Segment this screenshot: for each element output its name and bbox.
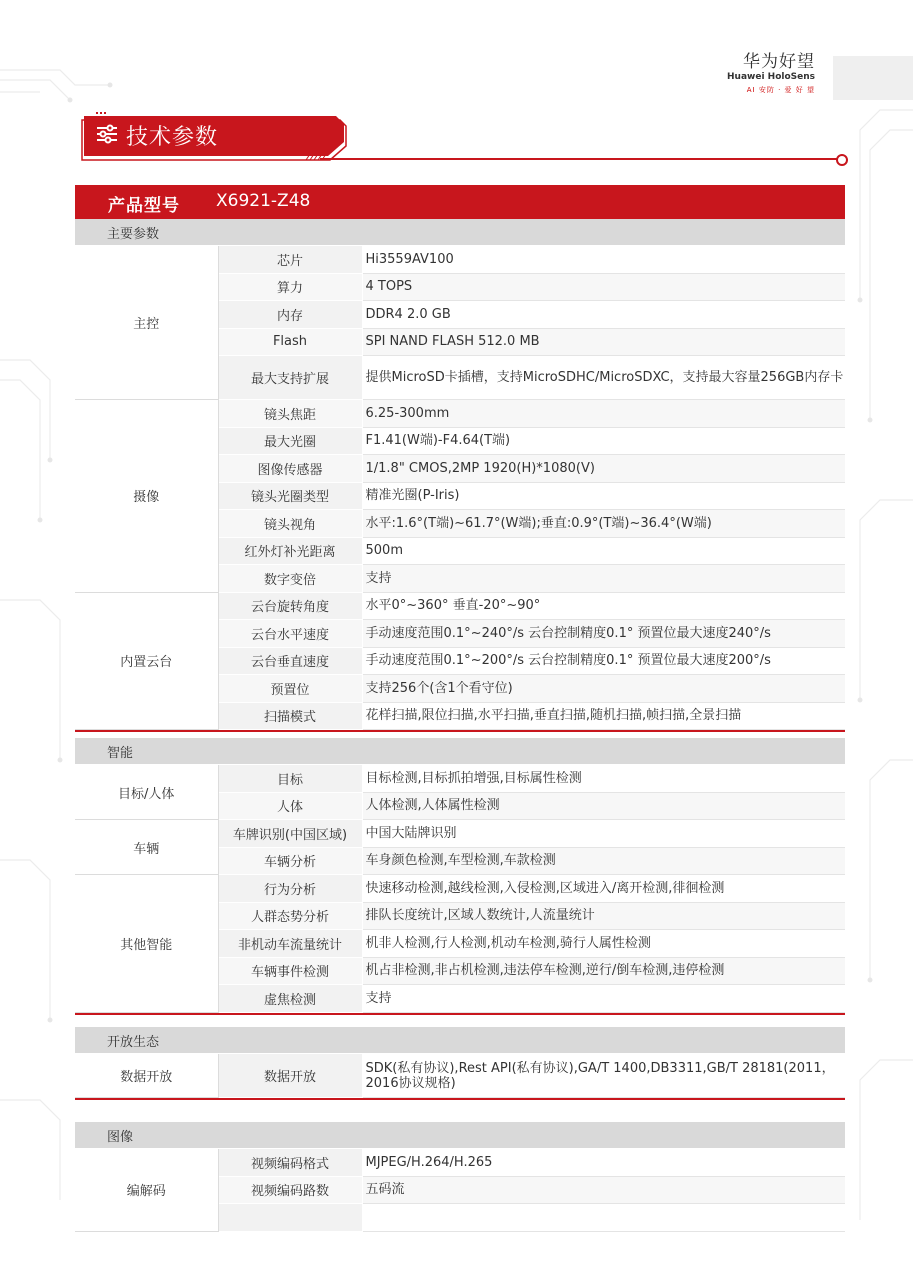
group-label: 编解码 [75,1149,218,1232]
table-row [75,765,845,793]
spec-value: MJPEG/H.264/H.265 [362,1149,845,1177]
group-label: 车辆 [75,820,218,875]
spec-label: 云台垂直速度 [218,647,362,675]
spec-label: 人群态势分析 [218,902,362,930]
spec-value: 支持 [362,985,845,1013]
spec-label: Flash [218,328,362,356]
category-header: 智能 [75,738,845,765]
spec-label: 云台水平速度 [218,620,362,648]
spec-value: 500m [362,537,845,565]
spec-label: 目标 [218,765,362,793]
table-row [75,1149,845,1177]
spec-label: 预置位 [218,675,362,703]
group-label: 目标/人体 [75,765,218,820]
spec-table [75,219,845,730]
product-model: X6921-Z48 [216,191,311,211]
spec-label: 最大光圈 [218,427,362,455]
spec-label: 车辆分析 [218,847,362,875]
spec-value: 五码流 [362,1176,845,1204]
spec-value: 机非人检测,行人检测,机动车检测,骑行人属性检测 [362,930,845,958]
group-label: 内置云台 [75,592,218,730]
spec-label: 非机动车流量统计 [218,930,362,958]
spec-value: 人体检测,人体属性检测 [362,792,845,820]
spec-label: 图像传感器 [218,455,362,483]
settings-sliders-icon [96,124,118,144]
spec-label: 最大支持扩展 [218,356,362,400]
table-row [75,875,845,903]
brand-tagline: AI 安防 · 爱 好 望 [746,86,815,94]
spec-value: 车身颜色检测,车型检测,车款检测 [362,847,845,875]
product-label: 产品型号 [108,196,180,216]
spec-label: 镜头焦距 [218,400,362,428]
table-row [75,1054,845,1098]
spec-table [75,1027,845,1098]
spec-label: 内存 [218,301,362,329]
spec-label: 车辆事件检测 [218,957,362,985]
spec-label: 视频编码格式 [218,1149,362,1177]
spec-value: 水平0°~360° 垂直-20°~90° [362,592,845,620]
spec-label: 扫描模式 [218,702,362,730]
spec-value: 6.25-300mm [362,400,845,428]
spec-value: 水平:1.6°(T端)~61.7°(W端);垂直:0.9°(T端)~36.4°(W端) [362,510,845,538]
spec-value: F1.41(W端)-F4.64(T端) [362,427,845,455]
spec-label: 云台旋转角度 [218,592,362,620]
spec-label: 镜头视角 [218,510,362,538]
spec-label: 人体 [218,792,362,820]
spec-value: 4 TOPS [362,273,845,301]
spec-label: 算力 [218,273,362,301]
table-bottom-rule [75,1098,845,1100]
group-label: 数据开放 [75,1054,218,1098]
spec-value: 支持256个(含1个看守位) [362,675,845,703]
spec-label: 镜头光圈类型 [218,482,362,510]
spec-label: 数据开放 [218,1054,362,1098]
group-label: 主控 [75,246,218,400]
group-label: 摄像 [75,400,218,593]
spec-value: 手动速度范围0.1°~200°/s 云台控制精度0.1° 预置位最大速度200°/s [362,647,845,675]
category-header: 图像 [75,1122,845,1149]
spec-value: DDR4 2.0 GB [362,301,845,329]
table-row [75,400,845,428]
spec-label: 数字变倍 [218,565,362,593]
spec-value: Hi3559AV100 [362,246,845,274]
table-row [75,246,845,274]
spec-table [75,1122,845,1232]
brand-name-zh: 华为好望 [743,52,815,72]
table-bottom-rule [75,1013,845,1015]
spec-value: 1/1.8" CMOS,2MP 1920(H)*1080(V) [362,455,845,483]
title-divider-dot [836,154,848,166]
table-bottom-rule [75,730,845,732]
category-header: 主要参数 [75,219,845,246]
spec-value: SPI NAND FLASH 512.0 MB [362,328,845,356]
spec-value [362,1204,845,1232]
table-row [75,592,845,620]
spec-value: 快速移动检测,越线检测,入侵检测,区域进入/离开检测,徘徊检测 [362,875,845,903]
corner-decoration [833,56,913,100]
spec-label: 虚焦检测 [218,985,362,1013]
spec-label [218,1204,362,1232]
spec-label: 行为分析 [218,875,362,903]
spec-value: 提供MicroSD卡插槽，支持MicroSDHC/MicroSDXC，支持最大容量256GB内存卡 [362,356,845,400]
spec-value: 中国大陆牌识别 [362,820,845,848]
section-title: 技术参数 [126,125,219,150]
spec-value: 花样扫描,限位扫描,水平扫描,垂直扫描,随机扫描,帧扫描,全景扫描 [362,702,845,730]
spec-value: 目标检测,目标抓拍增强,目标属性检测 [362,765,845,793]
spec-value: 精准光圈(P-Iris) [362,482,845,510]
category-header: 开放生态 [75,1027,845,1054]
table-row [75,820,845,848]
spec-label: 红外灯补光距离 [218,537,362,565]
spec-table [75,738,845,1013]
group-label: 其他智能 [75,875,218,1013]
product-header [75,185,845,219]
spec-label: 芯片 [218,246,362,274]
spec-label: 车牌识别(中国区域) [218,820,362,848]
spec-label: 视频编码路数 [218,1176,362,1204]
spec-value: 排队长度统计,区域人数统计,人流量统计 [362,902,845,930]
spec-value: SDK(私有协议),Rest API(私有协议),GA/T 1400,DB3311,GB/T 28181(2011，2016协议规格) [362,1054,845,1098]
title-divider [320,158,840,160]
brand-name-en: Huawei HoloSens [727,72,815,82]
spec-value: 手动速度范围0.1°~240°/s 云台控制精度0.1° 预置位最大速度240°/s [362,620,845,648]
brand-logo [727,52,815,97]
spec-value: 机占非检测,非占机检测,违法停车检测,逆行/倒车检测,违停检测 [362,957,845,985]
spec-value: 支持 [362,565,845,593]
